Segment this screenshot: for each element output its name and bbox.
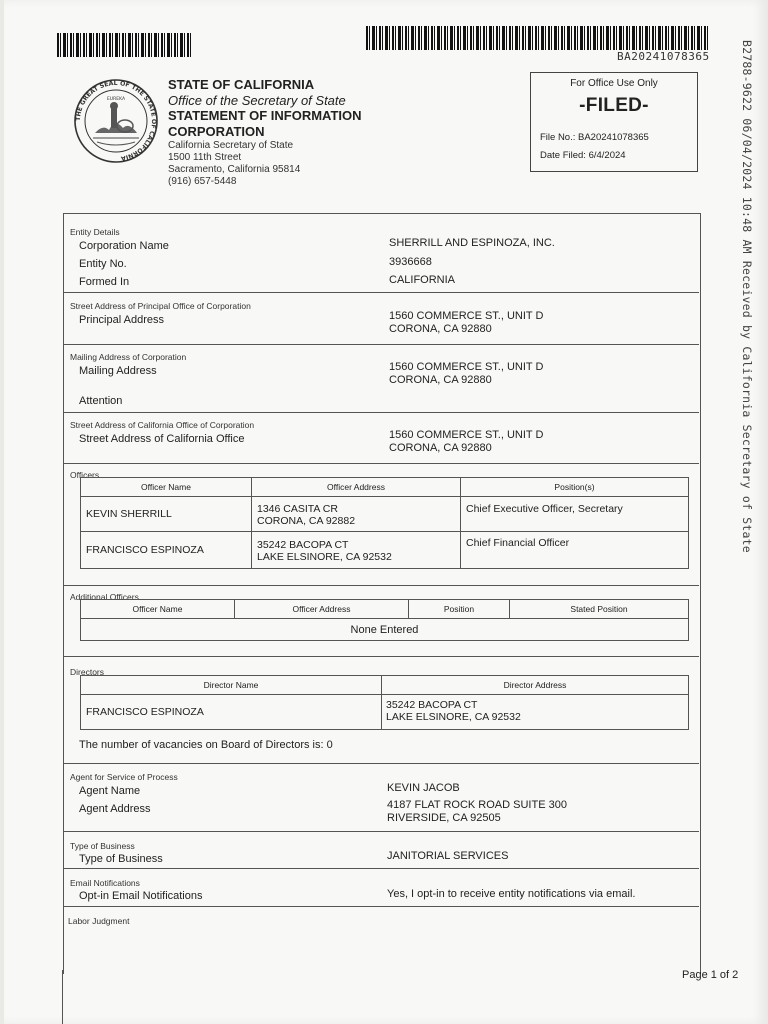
barcode-right: [366, 26, 708, 50]
barcode-left: [57, 33, 193, 57]
officer-position: Chief Executive Officer, Secretary: [466, 503, 623, 515]
ca-office-label: Street Address of California Office: [79, 433, 245, 445]
section-email: Email Notifications: [70, 878, 140, 888]
addl-header-stated-position: Stated Position: [510, 600, 689, 619]
agent-address-line1: 4187 FLAT ROCK ROAD SUITE 300: [387, 799, 567, 811]
additional-officers-table: [80, 599, 689, 641]
agent-name-label: Agent Name: [79, 785, 141, 797]
business-type-label: Type of Business: [79, 853, 163, 865]
principal-address-line2: CORONA, CA 92880: [389, 323, 492, 335]
director-address-2: LAKE ELSINORE, CA 92532: [386, 711, 521, 723]
section-mailing: Mailing Address of Corporation: [70, 352, 187, 362]
email-opt-in-value: Yes, I opt-in to receive entity notifications via email.: [387, 888, 636, 900]
table-row: [81, 695, 689, 730]
directors-header-address: Director Address: [382, 676, 689, 695]
divider: [63, 868, 699, 869]
divider: [63, 906, 699, 907]
officer-name: KEVIN SHERRILL: [86, 508, 172, 520]
director-address-1: 35242 BACOPA CT: [386, 699, 478, 711]
table-row: [81, 532, 689, 569]
header-state: STATE OF CALIFORNIA: [168, 77, 315, 92]
entity-no-value: 3936668: [389, 256, 432, 268]
section-business: Type of Business: [70, 841, 135, 851]
corporation-name-value: SHERRILL AND ESPINOZA, INC.: [389, 237, 555, 249]
state-seal-icon: [73, 78, 159, 164]
officers-header-name: Officer Name: [81, 478, 252, 497]
divider: [63, 292, 699, 293]
section-officers: Officers: [70, 470, 100, 480]
agent-address-label: Agent Address: [79, 803, 151, 815]
email-opt-in-label: Opt-in Email Notifications: [79, 890, 203, 902]
header-address-3: Sacramento, California 95814: [168, 164, 301, 175]
received-stamp: B2788-9622 06/04/2024 10:48 AM Received by California Secretary of State: [740, 40, 754, 553]
directors-table: [80, 675, 689, 730]
mailing-address-label: Mailing Address: [79, 365, 157, 377]
officer-name: FRANCISCO ESPINOZA: [86, 544, 204, 556]
corporation-name-label: Corporation Name: [79, 240, 169, 252]
ca-office-line1: 1560 COMMERCE ST., UNIT D: [389, 429, 544, 441]
header-statement: STATEMENT OF INFORMATION: [168, 108, 362, 123]
file-number: File No.: BA20241078365: [540, 132, 649, 143]
divider: [63, 585, 699, 586]
divider: [63, 463, 699, 464]
ca-office-line2: CORONA, CA 92880: [389, 442, 492, 454]
section-agent: Agent for Service of Process: [70, 772, 178, 782]
header-address-1: California Secretary of State: [168, 140, 294, 151]
entity-no-label: Entity No.: [79, 258, 127, 270]
filed-status: -FILED-: [579, 95, 649, 116]
addl-header-name: Officer Name: [81, 600, 235, 619]
mailing-address-line1: 1560 COMMERCE ST., UNIT D: [389, 361, 544, 373]
vacancies-text: The number of vacancies on Board of Directors is: 0: [79, 739, 333, 751]
office-use-title: For Office Use Only: [570, 78, 658, 89]
principal-address-label: Principal Address: [79, 314, 164, 326]
attention-label: Attention: [79, 395, 123, 407]
header-phone: (916) 657-5448: [168, 176, 237, 187]
date-filed: Date Filed: 6/4/2024: [540, 150, 626, 161]
officers-header-address: Officer Address: [252, 478, 461, 497]
section-entity-details: Entity Details: [70, 227, 120, 237]
header-corporation: CORPORATION: [168, 124, 265, 139]
divider: [63, 763, 699, 764]
seal-text: THE GREAT SEAL OF THE STATE OF CALIFORNIA: [74, 79, 158, 162]
officer-address-2: CORONA, CA 92882: [257, 515, 356, 527]
section-additional-officers: Additional Officers: [70, 592, 139, 602]
principal-address-line1: 1560 COMMERCE ST., UNIT D: [389, 310, 544, 322]
agent-address-line2: RIVERSIDE, CA 92505: [387, 812, 501, 824]
divider: [63, 831, 699, 832]
page-number: Page 1 of 2: [682, 969, 739, 981]
header-office: Office of the Secretary of State: [168, 93, 346, 108]
addl-header-position: Position: [409, 600, 510, 619]
barcode-number: BA20241078365: [617, 50, 710, 63]
agent-name-value: KEVIN JACOB: [387, 782, 460, 794]
seal-motto: EUREKA: [106, 97, 126, 102]
director-name: FRANCISCO ESPINOZA: [86, 706, 204, 718]
divider: [63, 656, 699, 657]
none-entered: None Entered: [350, 623, 419, 636]
officers-table: [80, 477, 689, 569]
addl-header-address: Officer Address: [235, 600, 409, 619]
officer-position: Chief Financial Officer: [466, 537, 570, 549]
section-directors: Directors: [70, 667, 105, 677]
office-use-box: [530, 72, 698, 172]
directors-header-name: Director Name: [81, 676, 382, 695]
section-ca-office: Street Address of California Office of Corporation: [70, 420, 255, 430]
section-labor-judgment: Labor Judgment: [68, 916, 130, 926]
section-principal: Street Address of Principal Office of Corporation: [70, 301, 251, 311]
officers-header-positions: Position(s): [461, 478, 689, 497]
divider: [63, 344, 699, 345]
table-row: [81, 497, 689, 532]
mailing-address-line2: CORONA, CA 92880: [389, 374, 492, 386]
header-address-2: 1500 11th Street: [168, 152, 242, 163]
officer-address-1: 1346 CASITA CR: [257, 503, 338, 515]
formed-in-label: Formed In: [79, 276, 130, 288]
left-frame-edge: [62, 970, 63, 1024]
formed-in-value: CALIFORNIA: [389, 274, 456, 286]
officer-address-2: LAKE ELSINORE, CA 92532: [257, 551, 392, 563]
business-type-value: JANITORIAL SERVICES: [387, 850, 509, 862]
divider: [63, 412, 699, 413]
officer-address-1: 35242 BACOPA CT: [257, 539, 349, 551]
